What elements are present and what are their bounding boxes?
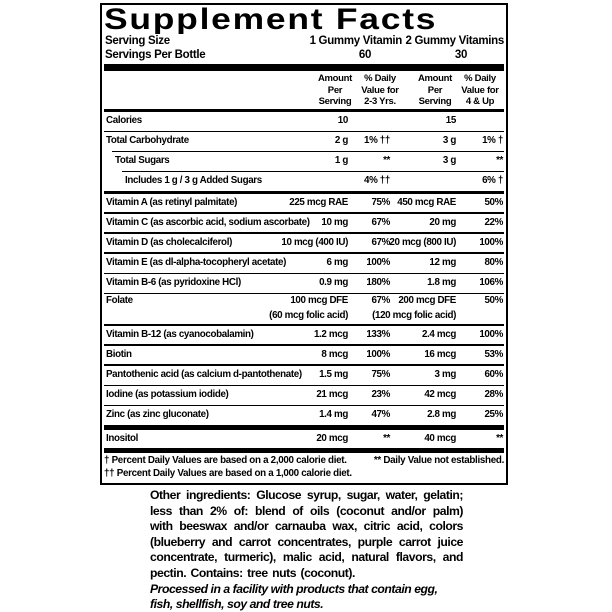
nutrient-name: Iodine (as potassium iodide) bbox=[106, 389, 229, 401]
nutrient-value-d1: 67% bbox=[371, 295, 390, 307]
serving-size-col1: 1 Gummy Vitamin bbox=[309, 35, 402, 47]
nutrient-value-d2: 80% bbox=[484, 257, 503, 269]
nutrient-row bbox=[104, 346, 504, 365]
nutrient-name: Vitamin A (as retinyl palmitate) bbox=[106, 196, 238, 208]
servings-per-bottle-row bbox=[104, 48, 504, 62]
nutrient-value-d2: 50% bbox=[484, 196, 503, 208]
nutrient-value-d2: 6% † bbox=[482, 175, 503, 187]
nutrient-name: Inositol bbox=[106, 432, 139, 444]
nutrient-value-a1: 21 mcg bbox=[316, 389, 348, 401]
panel-title bbox=[104, 5, 504, 34]
nutrient-row bbox=[104, 172, 504, 191]
nutrient-name: Vitamin C (as ascorbic acid, sodium ascorbate) bbox=[106, 216, 310, 228]
nutrient-rows bbox=[104, 109, 504, 448]
nutrient-value-a2: 200 mcg DFE (120 mcg folic acid) bbox=[372, 295, 456, 321]
nutrient-value-a1: 10 mcg (400 IU) bbox=[281, 236, 348, 248]
nutrient-value-d2: 106% bbox=[479, 277, 503, 289]
nutrient-name: Biotin bbox=[106, 348, 132, 360]
nutrient-row bbox=[104, 430, 504, 449]
nutrient-value-d1: 100% bbox=[366, 257, 390, 269]
servings-per-bottle-col1: 60 bbox=[358, 49, 372, 61]
nutrient-value-a1: 10 mg bbox=[321, 216, 348, 228]
divider-bar bbox=[104, 64, 504, 71]
nutrient-value-d2: 28% bbox=[484, 389, 503, 401]
servings-per-bottle-label: Servings Per Bottle bbox=[105, 49, 206, 61]
nutrient-row bbox=[104, 326, 504, 345]
nutrient-value-d1: 100% bbox=[366, 348, 390, 360]
column-headers bbox=[104, 73, 504, 109]
nutrient-value-d1: 23% bbox=[371, 389, 390, 401]
nutrient-value-a2: 16 mcg bbox=[424, 348, 456, 360]
nutrient-value-d2: 1% † bbox=[482, 135, 503, 147]
nutrient-value-d1: 180% bbox=[366, 277, 390, 289]
nutrient-value-a2: 15 bbox=[445, 115, 456, 126]
nutrient-value-d2: 100% bbox=[479, 328, 503, 340]
nutrient-name: Includes 1 g / 3 g Added Sugars bbox=[125, 175, 262, 187]
nutrient-value-a2: 450 mcg RAE bbox=[397, 196, 456, 208]
nutrient-row bbox=[104, 132, 504, 151]
column-header: Amount Per Serving bbox=[317, 73, 353, 107]
nutrient-value-a1: 1.4 mg bbox=[319, 409, 348, 421]
nutrient-value-a1: 8 mcg bbox=[321, 348, 348, 360]
footnote-line-1 bbox=[104, 455, 504, 468]
footnote-not-established: ** Daily Value not established. bbox=[373, 455, 504, 467]
nutrient-value-d2: ** bbox=[496, 155, 503, 167]
nutrient-name: Vitamin B-12 (as cyanocobalamin) bbox=[106, 328, 254, 340]
nutrient-name: Calories bbox=[106, 115, 142, 126]
nutrient-value-d1: 133% bbox=[366, 328, 390, 340]
nutrient-value-a1: 0.9 mg bbox=[319, 277, 348, 289]
nutrient-row bbox=[104, 366, 504, 385]
nutrient-value-a2: 2.4 mcg bbox=[421, 328, 456, 340]
nutrient-value-d1: ** bbox=[383, 155, 390, 167]
nutrient-value-a2: 12 mg bbox=[429, 257, 456, 269]
nutrient-value-d2: 50% bbox=[484, 295, 503, 307]
nutrient-value-a2: 3 g bbox=[442, 155, 456, 167]
nutrient-row bbox=[104, 294, 504, 324]
other-ingredients-text: Other ingredients: Glucose syrup, sugar, water, gelatin; less than 2% of: blend of oils (coconut and/or palm) with beeswax and/or carnauba wax, citric acid, colors (blueberry and carrot concentrates, purple carrot juice concentrate, turmeric), malic acid, natural flavors, and pectin. Contains: tree nuts (coconut). bbox=[150, 488, 463, 580]
allergen-notice-text: Processed in a facility with products that contain egg, fish, shellfish, soy and tree nuts. bbox=[150, 582, 438, 611]
nutrient-value-d1: ** bbox=[383, 432, 390, 444]
nutrient-row bbox=[104, 386, 504, 405]
nutrient-name: Vitamin D (as cholecalciferol) bbox=[106, 236, 232, 248]
nutrient-name: Folate bbox=[106, 295, 133, 307]
nutrient-name: Zinc (as zinc gluconate) bbox=[106, 409, 209, 421]
supplement-facts-panel bbox=[100, 3, 508, 485]
nutrient-value-a1: 6 mg bbox=[326, 257, 348, 269]
nutrient-value-d2: 100% bbox=[479, 236, 503, 248]
nutrient-row bbox=[104, 152, 504, 171]
footnotes bbox=[104, 448, 504, 482]
column-header: Amount Per Serving bbox=[417, 73, 453, 107]
servings-per-bottle-col2: 30 bbox=[454, 49, 468, 61]
serving-size-col2: 2 Gummy Vitamins bbox=[405, 35, 504, 47]
nutrient-value-a1: 100 mcg DFE (60 mcg folic acid) bbox=[269, 295, 348, 321]
nutrient-value-d2: 60% bbox=[484, 369, 503, 381]
nutrient-value-a1: 225 mcg RAE bbox=[289, 196, 348, 208]
nutrient-value-a1: 20 mcg bbox=[316, 432, 348, 444]
serving-size-row bbox=[104, 34, 504, 48]
nutrient-row bbox=[104, 214, 504, 233]
column-header: % Daily Value for 2-3 Yrs. bbox=[361, 73, 399, 107]
footnote-double-dagger: †† Percent Daily Values are based on a 1,000 calorie diet. bbox=[104, 467, 352, 479]
nutrient-value-a2: 20 mcg (800 IU) bbox=[389, 236, 456, 248]
nutrient-row bbox=[104, 254, 504, 273]
nutrient-value-d1: 67% bbox=[371, 216, 390, 228]
nutrient-value-a2: 42 mcg bbox=[424, 389, 456, 401]
nutrient-value-a1: 1.5 mg bbox=[319, 369, 348, 381]
nutrient-value-a1: 2 g bbox=[334, 135, 348, 147]
nutrient-name: Vitamin B-6 (as pyridoxine HCl) bbox=[106, 277, 241, 289]
nutrient-value-a2: 1.8 mg bbox=[427, 277, 456, 289]
nutrient-name: Pantothenic acid (as calcium d-pantothenate) bbox=[106, 369, 302, 381]
nutrient-value-d1: 75% bbox=[371, 369, 390, 381]
nutrient-row bbox=[104, 406, 504, 425]
nutrient-value-d1: 47% bbox=[371, 409, 390, 421]
nutrient-value-a1: 1.2 mcg bbox=[313, 328, 348, 340]
footnote-dagger: † Percent Daily Values are based on a 2,000 calorie diet. bbox=[104, 455, 347, 467]
nutrient-value-d1: 4% †† bbox=[363, 175, 390, 187]
nutrient-value-a2: 2.8 mg bbox=[427, 409, 456, 421]
panel-title-text: Supplement Facts bbox=[104, 5, 438, 34]
column-header: % Daily Value for 4 & Up bbox=[461, 73, 499, 107]
nutrient-name: Total Sugars bbox=[115, 155, 170, 167]
nutrient-value-a2: 3 mg bbox=[434, 369, 456, 381]
nutrient-value-d2: ** bbox=[496, 432, 503, 444]
nutrient-value-a2: 20 mg bbox=[429, 216, 456, 228]
nutrient-value-a2: 3 g bbox=[442, 135, 456, 147]
nutrient-value-d1: 67% bbox=[371, 236, 390, 248]
nutrient-value-a1: 10 bbox=[337, 115, 348, 126]
nutrient-value-d2: 53% bbox=[484, 348, 503, 360]
nutrient-value-d1: 75% bbox=[371, 196, 390, 208]
nutrient-value-d1: 1% †† bbox=[363, 135, 390, 147]
nutrient-value-a1: 1 g bbox=[334, 155, 348, 167]
nutrient-value-d2: 25% bbox=[484, 409, 503, 421]
nutrient-value-d2: 22% bbox=[484, 216, 503, 228]
nutrient-name: Vitamin E (as dl-alpha-tocopheryl acetate) bbox=[106, 257, 287, 269]
nutrient-value-a2: 40 mcg bbox=[424, 432, 456, 444]
nutrient-row bbox=[104, 234, 504, 253]
nutrient-row bbox=[104, 194, 504, 213]
nutrient-row bbox=[104, 112, 504, 131]
nutrient-row bbox=[104, 274, 504, 293]
nutrient-name: Total Carbohydrate bbox=[106, 135, 189, 147]
serving-size-label: Serving Size bbox=[105, 35, 170, 47]
